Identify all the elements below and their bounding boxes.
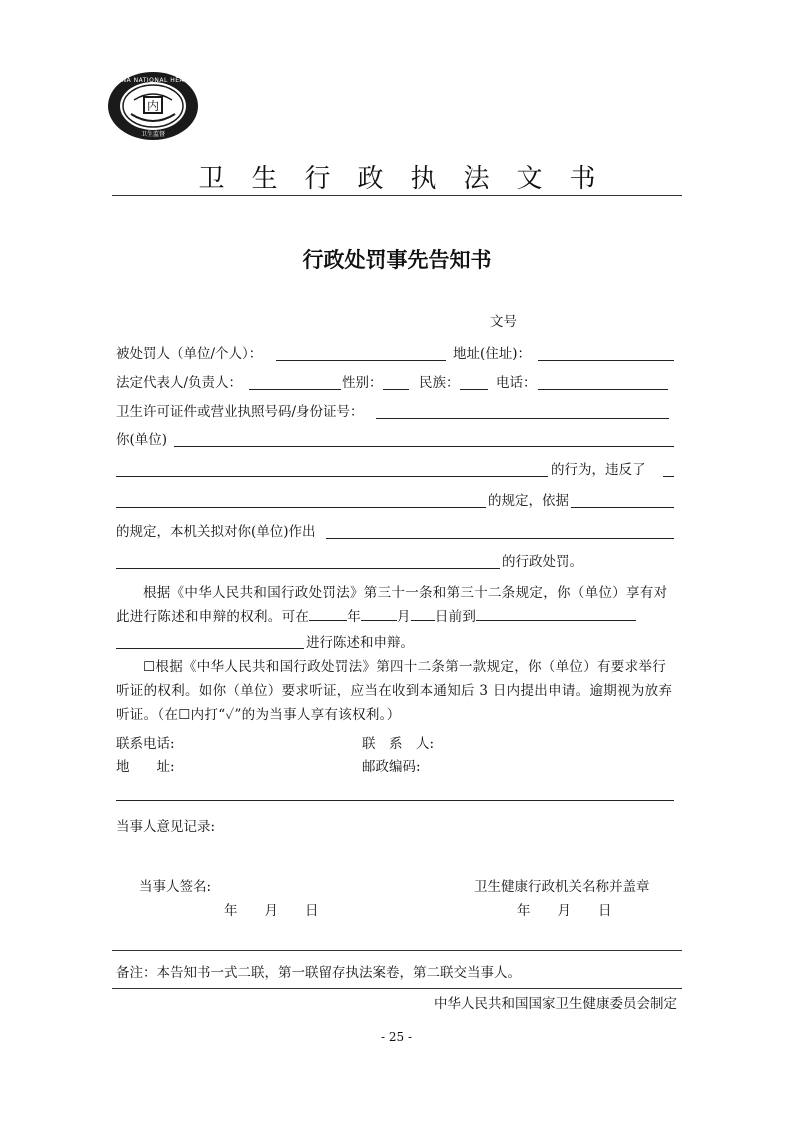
gender-field[interactable]	[383, 389, 409, 390]
maker-label: 中华人民共和国国家卫生健康委员会制定	[434, 996, 677, 1012]
violated-field[interactable]	[663, 476, 674, 477]
address-label: 地址(住址)：	[453, 346, 532, 362]
signature-divider	[112, 950, 682, 951]
address-field[interactable]	[538, 360, 674, 361]
rights-end-text: 进行陈述和申辩。	[306, 635, 414, 651]
rights-location-field[interactable]	[476, 606, 636, 621]
header-divider	[112, 195, 682, 196]
footer-note: 备注：本告知书一式二联，第一联留存执法案卷，第二联交当事人。	[116, 965, 521, 981]
license-field[interactable]	[376, 418, 669, 419]
party-sign-label: 当事人签名:	[139, 879, 212, 895]
ethnicity-label: 民族：	[419, 375, 460, 391]
hearing-checkbox[interactable]: ☐	[143, 659, 156, 675]
date-right: 年 月 日	[517, 903, 612, 919]
behavior-field[interactable]	[116, 476, 548, 477]
contact-divider	[116, 800, 674, 801]
postcode-label: 邮政编码:	[362, 759, 421, 775]
license-label: 卫生许可证件或营业执照号码/身份证号：	[116, 404, 364, 420]
penalty-field[interactable]	[116, 568, 500, 569]
date-left: 年 月 日	[224, 903, 319, 919]
legal-rep-label: 法定代表人/负责人：	[116, 375, 243, 391]
opinion-label: 当事人意见记录:	[116, 819, 216, 835]
header-title: 卫生行政执法文书	[198, 164, 623, 194]
phone-label: 电话：	[496, 375, 537, 391]
hearing-text: 根据《中华人民共和国行政处罚法》第四十二条第一款规定，你（单位）有要求举行听证的权利。如你（单位）要求听证，应当在收到本通知后 3 日内提出申请。逾期视为放弃听证。（在☐内打“✓”的为当事人享有该权利。）	[116, 659, 673, 723]
contact-address-label: 地 址:	[116, 759, 175, 775]
health-inspection-emblem	[106, 70, 200, 142]
authority-label: 卫生健康行政机关名称并盖章	[474, 879, 650, 895]
rights-location-field-2[interactable]	[116, 648, 304, 649]
decision-text: 的规定，本机关拟对你(单位)作出	[116, 524, 316, 540]
hearing-paragraph	[116, 655, 676, 727]
behavior-text: 的行为，违反了	[551, 462, 646, 478]
party-field[interactable]	[276, 360, 446, 361]
rights-day-field[interactable]	[411, 606, 435, 621]
rights-month-field[interactable]	[361, 606, 397, 621]
page-number: - 25 -	[380, 1030, 412, 1044]
legal-rep-field[interactable]	[249, 389, 341, 390]
decision-field[interactable]	[326, 538, 674, 539]
basis-field[interactable]	[571, 507, 674, 508]
penalty-text: 的行政处罚。	[502, 554, 583, 570]
ethnicity-field[interactable]	[460, 389, 488, 390]
doc-number-label: 文号	[490, 314, 517, 330]
footer-divider	[112, 988, 682, 989]
contact-phone-label: 联系电话:	[116, 736, 175, 752]
rights-day-label: 日前到	[434, 609, 477, 625]
rights-year-field[interactable]	[309, 606, 347, 621]
svg-text:内: 内	[146, 99, 160, 113]
rights-text: 根据《中华人民共和国行政处罚法》第三十一条和第三十二条规定，你（单位）享有对此进行陈述和申辩的权利。可在	[116, 585, 668, 625]
rights-paragraph	[116, 581, 676, 629]
party-label: 被处罚人（单位/个人）：	[116, 346, 263, 362]
phone-field[interactable]	[538, 389, 668, 390]
svg-text:卫生监督: 卫生监督	[140, 131, 166, 138]
you-unit-field[interactable]	[174, 446, 674, 447]
svg-text:CHINA NATIONAL HEALTH: CHINA NATIONAL HEALTH	[109, 77, 197, 84]
provision-text: 的规定，依据	[488, 493, 569, 509]
rights-month-label: 月	[397, 609, 411, 625]
document-title: 行政处罚事先告知书	[302, 248, 492, 272]
contact-person-label: 联 系 人:	[362, 736, 435, 752]
rights-year-label: 年	[347, 609, 362, 625]
you-unit-label: 你(单位)	[116, 432, 168, 448]
provision-field[interactable]	[116, 507, 486, 508]
gender-label: 性别：	[342, 375, 383, 391]
